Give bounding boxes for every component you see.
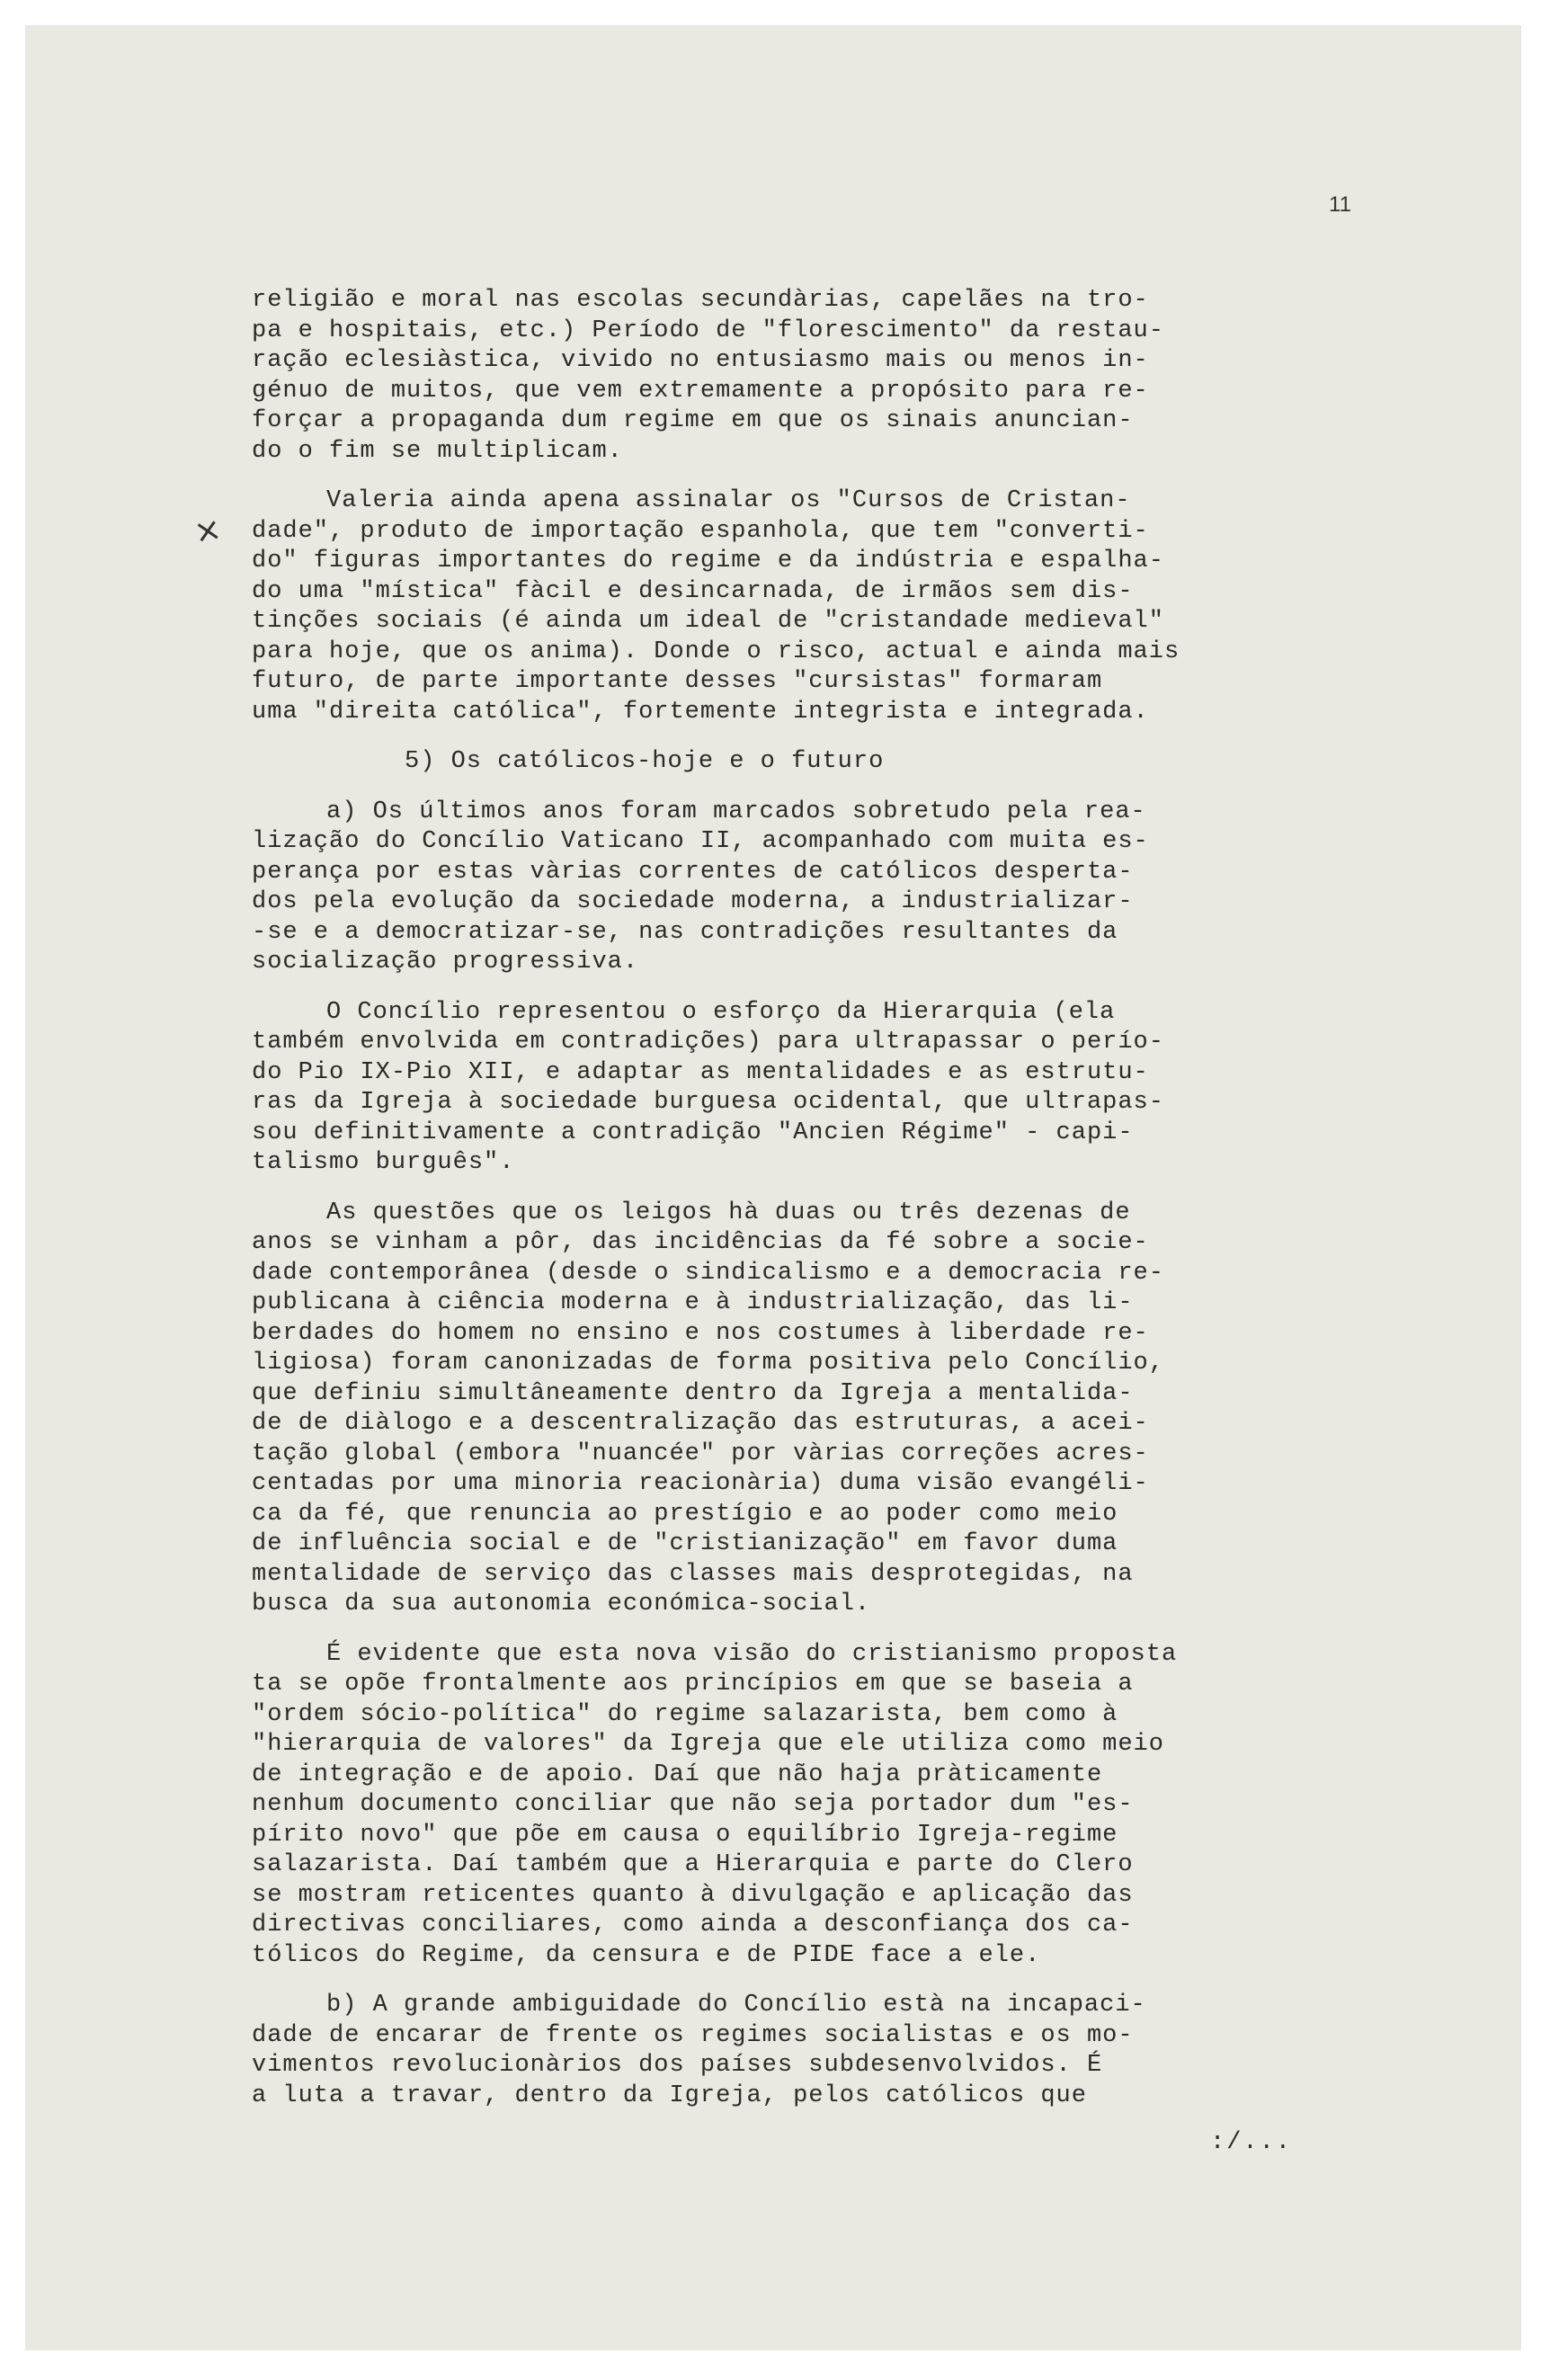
text-line: ca da fé, que renuncia ao prestígio e ao poder como meio [252, 1500, 1118, 1528]
text-line: pa e hospitais, etc.) Período de "florescimento" da restau- [252, 316, 1164, 344]
text-line: socialização progressiva. [252, 949, 639, 976]
text-line: vimentos revolucionàrios dos países subdesenvolvidos. É [252, 2052, 1103, 2079]
text-line: ração eclesiàstica, vivido no entusiasmo mais ou menos in- [252, 347, 1149, 374]
text-line: mentalidade de serviço das classes mais desprotegidas, na [252, 1560, 1134, 1588]
text-line: forçar a propaganda dum regime em que os sinais anuncian- [252, 407, 1134, 434]
text-line: pírito novo" que põe em causa o equilíbrio Igreja-regime [252, 1821, 1118, 1849]
text-line: ras da Igreja à sociedade burguesa ocidental, que ultrapas- [252, 1089, 1164, 1116]
text-line: dade", produto de importação espanhola, que tem "converti- [252, 517, 1149, 545]
text-line: a) Os últimos anos foram marcados sobretudo pela rea- [326, 798, 1146, 825]
text-line: berdades do homem no ensino e nos costumes à liberdade re- [252, 1319, 1149, 1347]
text-line: tinções sociais (é ainda um ideal de "cristandade medieval" [252, 608, 1164, 635]
text-line: directivas conciliares, como ainda a desconfiança dos ca- [252, 1912, 1134, 1939]
text-line: para hoje, que os anima). Donde o risco, actual e ainda mais [252, 637, 1180, 665]
paper-sheet [25, 25, 1521, 2350]
text-line: O Concílio representou o esforço da Hierarquia (ela [326, 998, 1116, 1026]
text-line: de de diàlogo e a descentralização das estruturas, a acei- [252, 1410, 1149, 1437]
paragraph-gap [252, 978, 1367, 998]
text-line: As questões que os leigos hà duas ou três dezenas de [326, 1199, 1131, 1226]
text-line: anos se vinham a pôr, das incidências da fé sobre a socie- [252, 1229, 1149, 1256]
text-line: tação global (embora "nuancée" por vàrias correções acres- [252, 1440, 1149, 1467]
text-line: se mostram reticentes quanto à divulgação e aplicação das [252, 1881, 1134, 1909]
text-line: de integração e de apoio. Daí que não haja pràticamente [252, 1760, 1103, 1788]
text-line: do Pio IX-Pio XII, e adaptar as mentalidades e as estrutu- [252, 1058, 1149, 1086]
margin-mark: × [191, 510, 225, 552]
text-line: talismo burguês". [252, 1149, 515, 1176]
text-line: nenhum documento conciliar que não seja portador dum "es- [252, 1791, 1134, 1818]
text-line: sou definitivamente a contradição "Ancien Régime" - capi- [252, 1119, 1134, 1146]
paragraph-gap [252, 778, 1367, 798]
text-line: dade de encarar de frente os regimes socialistas e os mo- [252, 2021, 1134, 2049]
text-line: futuro, de parte importante desses "cursistas" formaram [252, 668, 1103, 695]
text-line: busca da sua autonomia económica-social. [252, 1591, 871, 1618]
text-line: -se e a democratizar-se, nas contradições resultantes da [252, 918, 1118, 946]
text-line: religião e moral nas escolas secundàrias, capelães na tro- [252, 287, 1149, 314]
text-line: Valeria ainda apena assinalar os "Cursos de Cristan- [326, 487, 1131, 514]
paragraph-gap [252, 1971, 1367, 1991]
text-line: uma "direita católica", fortemente integrista e integrada. [252, 698, 1149, 726]
page-number: 11 [1329, 192, 1351, 217]
typed-body-text [252, 286, 1367, 2111]
text-line: génuo de muitos, que vem extremamente a propósito para re- [252, 377, 1149, 405]
paragraph-gap [252, 467, 1367, 486]
text-line: publicana à ciência moderna e à industrialização, das li- [252, 1289, 1134, 1316]
text-line: salazarista. Daí também que a Hierarquia e parte do Clero [252, 1851, 1134, 1878]
text-line: dade contemporânea (desde o sindicalismo e a democracia re- [252, 1259, 1164, 1287]
text-line: que definiu simultâneamente dentro da Igreja a mentalida- [252, 1379, 1134, 1407]
text-line: perança por estas vàrias correntes de católicos desperta- [252, 858, 1134, 886]
text-line: "hierarquia de valores" da Igreja que ele utiliza como meio [252, 1731, 1164, 1758]
text-line: também envolvida em contradições) para ultrapassar o perío- [252, 1029, 1164, 1056]
text-line: do o fim se multiplicam. [252, 437, 623, 465]
text-line: de influência social e de "cristianização" em favor duma [252, 1530, 1118, 1557]
paragraph-gap [252, 727, 1367, 747]
text-line: do uma "mística" fàcil e desincarnada, de irmãos sem dis- [252, 577, 1134, 605]
text-line: b) A grande ambiguidade do Concílio està na incapaci- [326, 1992, 1146, 2019]
text-line: lização do Concílio Vaticano II, acompanhado com muita es- [252, 828, 1149, 855]
text-line: "ordem sócio-política" do regime salazarista, bem como à [252, 1700, 1118, 1728]
text-line: É evidente que esta nova visão do cristianismo proposta [326, 1640, 1178, 1668]
continuation-mark: :/... [1210, 2129, 1293, 2156]
text-line: do" figuras importantes do regime e da indústria e espalha- [252, 548, 1164, 575]
text-line: dos pela evolução da sociedade moderna, a industrializar- [252, 888, 1134, 915]
paragraph-gap [252, 1620, 1367, 1640]
text-line: 5) Os católicos-hoje e o futuro [405, 748, 885, 775]
text-line: a luta a travar, dentro da Igreja, pelos católicos que [252, 2081, 1087, 2109]
paragraph-gap [252, 1179, 1367, 1199]
text-line: tólicos do Regime, da censura e de PIDE face a ele. [252, 1941, 1041, 1969]
text-line: centadas por uma minoria reacionària) duma visão evangéli- [252, 1470, 1149, 1497]
text-line: ligiosa) foram canonizadas de forma positiva pelo Concílio, [252, 1350, 1164, 1377]
text-line: ta se opõe frontalmente aos princípios em que se baseia a [252, 1671, 1134, 1698]
